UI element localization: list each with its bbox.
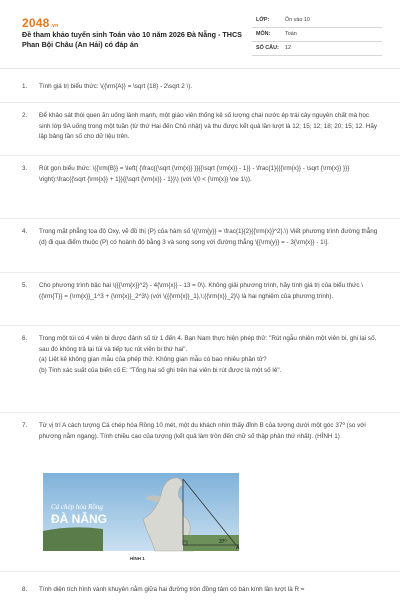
question-text: Cho phương trình bậc hai \({{\rm{x}}^2} - 4{\rm{x}} - 13 = 0\). Không giải phương trình, hãy tính giá trị của biểu thức \({\rm{T}} = {\rm{x}}_1^3 + {\rm{x}}_2^3\) (với \({{\rm{x}}_1},\;{{\rm{x}}_2}\) là hai nghiệm của phương trình). bbox=[39, 282, 364, 300]
question-text: Rút gọn biểu thức: \({\rm{B}} = \left( {\frac{{\sqrt {\rm{x}} }}{{\sqrt {\rm{x}} - 1}} - \frac{1}{{{\rm{x}} - \sqrt {\rm{x}} }}} \right):\frac{{\sqrt {\rm{x}} + 1}}{{\sqrt {\rm{x}} - 1}}\) (với \(0 < {\rm{x}} \ne 1\)). bbox=[39, 165, 350, 183]
question-number: 8. bbox=[22, 586, 28, 593]
separator bbox=[0, 571, 400, 572]
site-logo[interactable] bbox=[22, 16, 58, 30]
figure-dragon-statue bbox=[43, 473, 239, 551]
question-subpart-b: (b) Tính xác suất của biến cố E: "Tổng hai số ghi trên hai viên bi rút được là một số lẻ". bbox=[39, 366, 282, 374]
statue-photo bbox=[43, 473, 239, 551]
meta-key: MÔN: bbox=[256, 31, 271, 37]
separator bbox=[0, 155, 400, 156]
point-label: A bbox=[236, 545, 240, 551]
separator bbox=[0, 218, 400, 219]
angle-label: 37⁰ bbox=[219, 539, 227, 545]
question-text: Tính giá trị biểu thức: \({\rm{A}} = \sqrt {18} - 2\sqrt 2 \). bbox=[39, 83, 193, 90]
separator bbox=[0, 412, 400, 413]
ground-right bbox=[183, 535, 239, 551]
trees-left bbox=[43, 527, 103, 551]
header bbox=[0, 0, 400, 64]
banner-line-2: ĐÀ NẴNG bbox=[51, 512, 107, 526]
banner-line-1: Cá chép hóa Rồng bbox=[51, 503, 103, 511]
logo-text: 2048 bbox=[22, 16, 50, 30]
figure-caption: HÌNH 1 bbox=[130, 556, 145, 561]
logo-suffix: .vn bbox=[50, 23, 59, 29]
question-number: 5. bbox=[22, 282, 28, 289]
meta-row-count bbox=[252, 42, 382, 56]
question-text: Trong mặt phẳng tọa độ Oxy, vẽ đồ thị (P) của hàm số \({\rm{y}} = \frac{1}{2}{{\rm{x}}^2}.\) Viết phương trình đường thẳng (d) đi qua điểm thuộc (P) có hoành độ bằng 3 và song song với đường thẳng \[{\rm{y}} = - 3{\rm{x}} - 1\]. bbox=[39, 228, 378, 246]
question-number: 3. bbox=[22, 165, 28, 172]
meta-value: 12 bbox=[285, 45, 291, 51]
separator bbox=[0, 325, 400, 326]
question-text: Trong một túi có 4 viên bi được đánh số từ 1 đến 4. Bạn Nam thực hiện phép thử: "Rút ngẫu nhiên một viên bi, ghi lại số, sau đó không trả lại túi và tiếp tục rút viên bi thứ hai". bbox=[39, 335, 377, 353]
question-number: 1. bbox=[22, 83, 28, 90]
meta-table bbox=[252, 14, 382, 56]
separator bbox=[0, 272, 400, 273]
meta-key: LỚP: bbox=[256, 17, 270, 23]
page-title: Đề tham khảo tuyển sinh Toán vào 10 năm 2026 Đà Nẵng - THCS Phan Bội Châu (An Hải) có đáp án bbox=[22, 30, 242, 49]
question-text: Từ vị trí A cách tượng Cá chép hóa Rồng 10 mét, một du khách nhìn thấy đỉnh B của tượng dưới một góc 37⁰ (so với phương nằm ngang). Tính chiều cao của tượng (kết quả làm tròn đến chữ số thập phân thứ nhất). (HÌNH 1) bbox=[39, 422, 366, 440]
header-divider bbox=[0, 68, 400, 69]
meta-key: SỐ CÂU: bbox=[256, 45, 279, 51]
question-subpart-a: (a) Liệt kê không gian mẫu của phép thử. Không gian mẫu có bao nhiêu phần tử? bbox=[39, 356, 267, 364]
question-number: 4. bbox=[22, 228, 28, 235]
meta-value: Toán bbox=[285, 31, 297, 37]
question-number: 2. bbox=[22, 112, 28, 119]
meta-row-class bbox=[252, 14, 382, 28]
separator bbox=[0, 102, 400, 103]
meta-row-subject bbox=[252, 28, 382, 42]
meta-value: Ôn vào 10 bbox=[285, 17, 310, 23]
question-number: 6. bbox=[22, 335, 28, 342]
question-text: Để khảo sát thói quen ăn uống lành mạnh, một giáo viên thống kê số lượng chai nước ép trái cây nguyên chất mà học sinh lớp 9A uống trong một tuần (từ thứ Hai đến Chủ nhật) và thu được kết quả lần lượt là 12; 15; 12; 18; 20; 15; 12. Hãy lập bảng tần số cho dữ liệu trên. bbox=[39, 112, 377, 141]
question-number: 7. bbox=[22, 422, 28, 429]
question-text: Tính diện tích hình vành khuyên nằm giữa hai đường tròn đồng tâm có bán kính lần lượt là R = bbox=[39, 586, 305, 593]
